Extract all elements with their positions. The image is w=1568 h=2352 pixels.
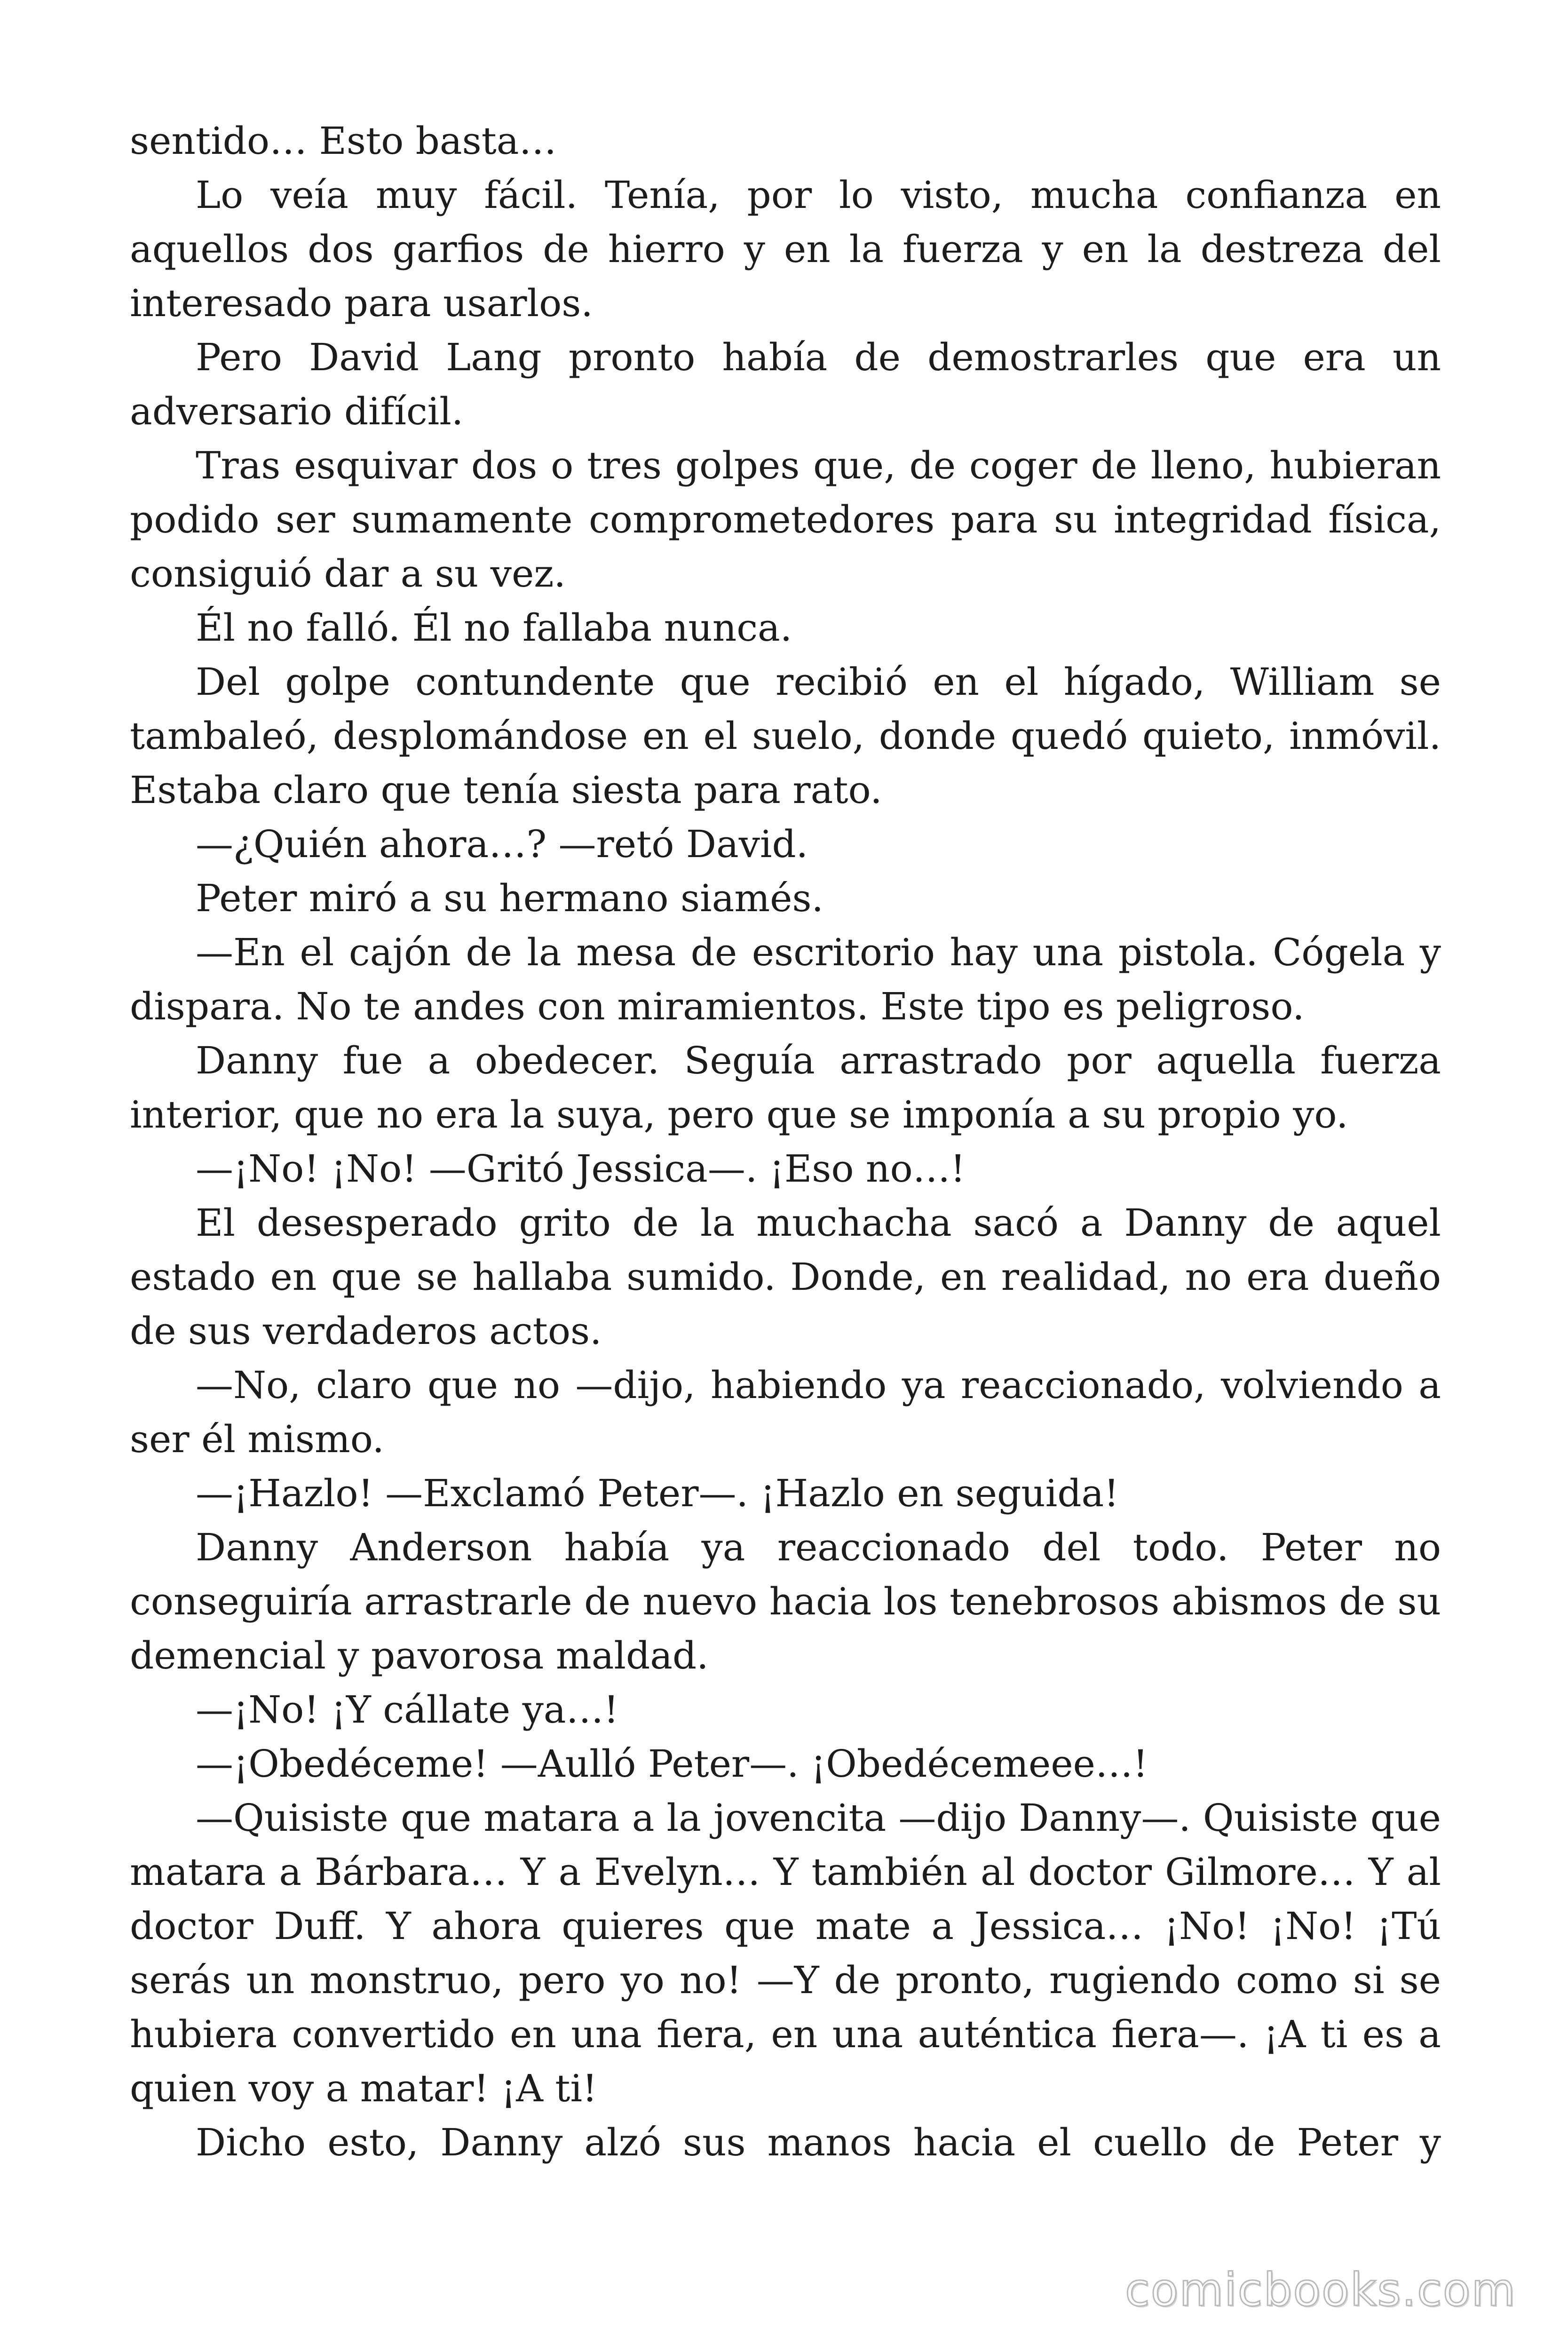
paragraph-19: Dicho esto, Danny alzó sus manos hacia el cuello de Peter y	[196, 2121, 1441, 2164]
paragraph-18: —Quisiste que matara a la jovencita —dijo Danny—. Quisiste que matara a Bárbara… Y a Evelyn… Y también al doctor Gilmore… Y al doctor Duff. Y ahora quieres que mate a Jessica… ¡No! ¡No! ¡Tú serás un monstruo, pero yo no! —Y de pronto, rugiendo como si se hubiera convertido en una fiera, en una auténtica fiera—. ¡A ti es a quien voy a matar! ¡A ti!	[130, 1796, 1441, 2110]
paragraph-15: Danny Anderson había ya reaccionado del todo. Peter no conseguiría arrastrarle de nuevo hacia los tenebrosos abismos de su demencial y pavorosa maldad.	[130, 1526, 1441, 1677]
paragraph-3: Pero David Lang pronto había de demostrarles que era un adversario difícil.	[130, 335, 1441, 433]
watermark-logo: comicbooks.com	[1125, 2264, 1516, 2316]
paragraph-6: Del golpe contundente que recibió en el hígado, William se tambaleó, desplomándose en el suelo, donde quedó quieto, inmóvil. Estaba claro que tenía siesta para rato.	[130, 660, 1441, 812]
paragraph-11: —¡No! ¡No! —Gritó Jessica—. ¡Eso no…!	[196, 1147, 966, 1191]
paragraph-1: sentido… Esto basta…	[130, 119, 557, 163]
paragraph-10: Danny fue a obedecer. Seguía arrastrado por aquella fuerza interior, que no era la suya, pero que se imponía a su propio yo.	[130, 1039, 1441, 1136]
paragraph-12: El desesperado grito de la muchacha sacó a Danny de aquel estado en que se hallaba sumido. Donde, en realidad, no era dueño de sus verdaderos actos.	[130, 1201, 1441, 1353]
paragraph-14: —¡Hazlo! —Exclamó Peter—. ¡Hazlo en seguida!	[196, 1471, 1119, 1515]
paragraph-13: —No, claro que no —dijo, habiendo ya reaccionado, volviendo a ser él mismo.	[130, 1363, 1441, 1461]
paragraph-16: —¡No! ¡Y cállate ya…!	[196, 1688, 619, 1732]
paragraph-9: —En el cajón de la mesa de escritorio hay una pistola. Cógela y dispara. No te andes con miramientos. Este tipo es peligroso.	[130, 930, 1441, 1028]
book-page-text	[130, 114, 1441, 2169]
paragraph-7: —¿Quién ahora…? —retó David.	[196, 822, 808, 866]
paragraph-2: Lo veía muy fácil. Tenía, por lo visto, mucha confianza en aquellos dos garfios de hierro y en la fuerza y en la destreza del interesado para usarlos.	[130, 173, 1441, 325]
paragraph-4: Tras esquivar dos o tres golpes que, de coger de lleno, hubieran podido ser sumamente comprometedores para su integridad física, consiguió dar a su vez.	[130, 444, 1441, 596]
paragraph-17: —¡Obedéceme! —Aulló Peter—. ¡Obedécemeee…!	[196, 1742, 1148, 1786]
paragraph-8: Peter miró a su hermano siamés.	[196, 876, 824, 920]
paragraph-5: Él no falló. Él no fallaba nunca.	[196, 606, 792, 650]
